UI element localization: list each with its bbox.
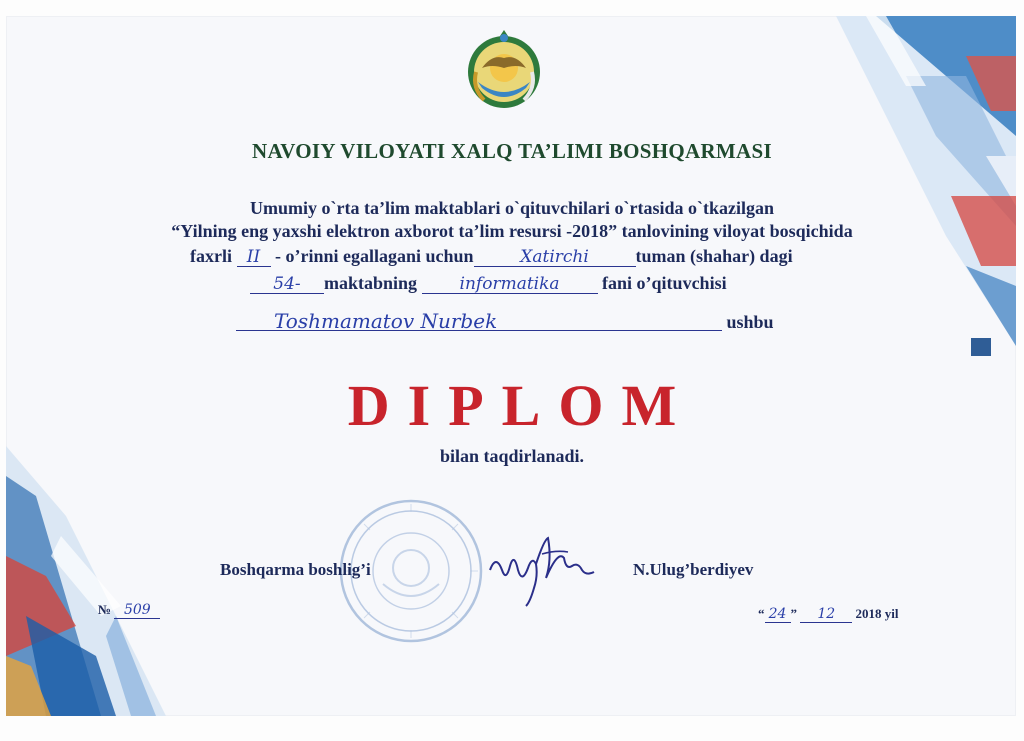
- state-emblem-icon: [462, 28, 546, 112]
- handwritten-signature: [486, 530, 598, 610]
- date-day: 24: [765, 606, 791, 623]
- recipient-name-field: Toshmamatov Nurbek: [236, 312, 722, 331]
- document-number-value: 509: [114, 602, 160, 619]
- date-year: 2018 yil: [855, 606, 899, 621]
- open-quote: “: [758, 606, 765, 621]
- ushbu-label: ushbu: [726, 312, 774, 332]
- faxrli-label: faxrli: [190, 246, 232, 266]
- awarded-text: bilan taqdirlanadi.: [439, 446, 585, 466]
- date-month: 12: [800, 606, 852, 623]
- place-field: II: [237, 248, 271, 267]
- teacher-label: fani o’qituvchisi: [602, 273, 727, 293]
- organization-heading: NAVOIY VILOYATI XALQ TA’LIMI BOSHQARMASI: [252, 139, 772, 163]
- number-symbol: №: [98, 602, 112, 617]
- district-field: Xatirchi: [474, 248, 636, 267]
- body-line-5: [236, 309, 774, 333]
- subject-field: informatika: [422, 275, 598, 294]
- close-quote: ”: [790, 606, 797, 621]
- diploma-title: DIPLOM: [347, 373, 695, 438]
- district-suffix-label: tuman (shahar) dagi: [635, 246, 793, 266]
- body-line-4: [250, 273, 727, 294]
- signer-name: N.Ulug’berdiyev: [633, 560, 754, 579]
- issue-date: [758, 606, 898, 623]
- body-line-2: “Yilning eng yaxshi elektron axborot ta’lim resursi -2018” tanlovining viloyat bosqichida: [171, 221, 853, 241]
- school-number-field: 54-: [250, 275, 324, 294]
- body-line-3: [190, 246, 793, 267]
- body-line-1: Umumiy o`rta ta’lim maktablari o`qituvchilari o`rtasida o`tkazilgan: [250, 198, 774, 218]
- school-label: maktabning: [324, 273, 418, 293]
- place-suffix-label: - o’rinni egallagani uchun: [275, 246, 474, 266]
- document-number: [98, 602, 160, 619]
- position-label: Boshqarma boshlig’i: [220, 560, 371, 579]
